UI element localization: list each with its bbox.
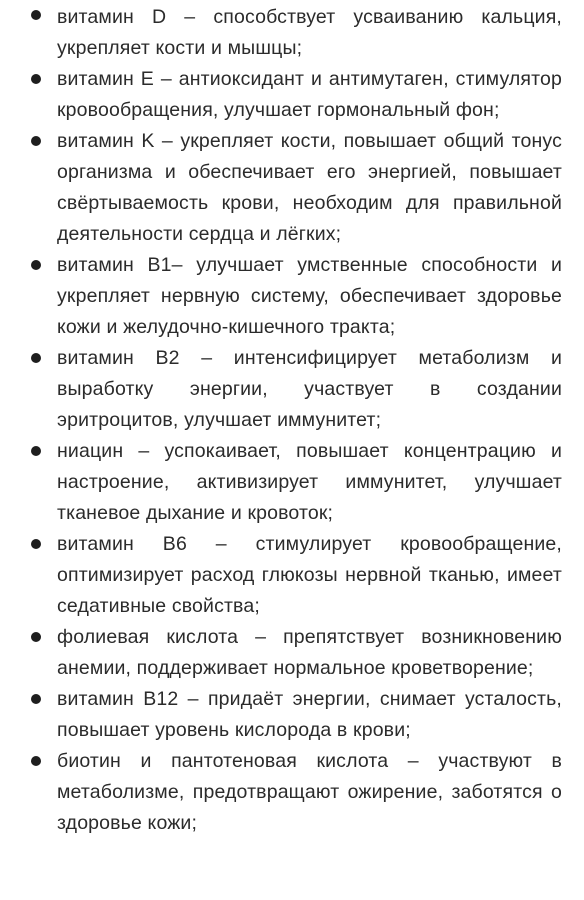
list-item-biotin xyxy=(0,746,584,839)
list-item-text: витамин B6 – стимулирует кровообращение, оптимизирует расход глюкозы нервной тканью, имеет седативные свойства; xyxy=(57,533,562,617)
list-item-text: витамин B12 – придаёт энергии, снимает усталость, повышает уровень кислорода в крови; xyxy=(57,688,562,741)
list-item-vitamin-k xyxy=(0,126,584,250)
list-item-niacin xyxy=(0,436,584,529)
list-item-text: ниацин – успокаивает, повышает концентрацию и настроение, активизирует иммунитет, улучшает тканевое дыхание и кровоток; xyxy=(57,440,562,524)
bullet-icon xyxy=(31,632,41,642)
list-item-vitamin-d xyxy=(0,0,584,64)
bullet-icon xyxy=(31,260,41,270)
bullet-icon xyxy=(31,756,41,766)
list-item-vitamin-b6 xyxy=(0,529,584,622)
list-item-vitamin-b1 xyxy=(0,250,584,343)
list-item-vitamin-b2 xyxy=(0,343,584,436)
list-item-text: витамин B2 – интенсифицирует метаболизм и выработку энергии, участвует в создании эритроцитов, улучшает иммунитет; xyxy=(57,347,562,431)
bullet-icon xyxy=(31,74,41,84)
bullet-icon xyxy=(31,136,41,146)
list-item-text: витамин E – антиоксидант и антимутаген, стимулятор кровообращения, улучшает гормональный фон; xyxy=(57,68,562,121)
bullet-icon xyxy=(31,10,41,20)
list-item-text: витамин K – укрепляет кости, повышает общий тонус организма и обеспечивает его энергией, повышает свёртываемость крови, необходим для правильной деятельности сердца и лёгких; xyxy=(57,130,562,245)
bullet-icon xyxy=(31,446,41,456)
bullet-icon xyxy=(31,694,41,704)
list-item-text: витамин D – способствует усваиванию кальция, укрепляет кости и мышцы; xyxy=(57,6,562,59)
bullet-icon xyxy=(31,353,41,363)
list-item-folic-acid xyxy=(0,622,584,684)
list-item-vitamin-e xyxy=(0,64,584,126)
list-item-text: биотин и пантотеновая кислота – участвуют в метаболизме, предотвращают ожирение, заботятся о здоровье кожи; xyxy=(57,750,562,834)
list-item-text: фолиевая кислота – препятствует возникновению анемии, поддерживает нормальное кроветворение; xyxy=(57,626,562,679)
list-item-text: витамин B1– улучшает умственные способности и укрепляет нервную систему, обеспечивает здоровье кожи и желудочно-кишечного тракта; xyxy=(57,254,562,338)
list-item-vitamin-b12 xyxy=(0,684,584,746)
bullet-icon xyxy=(31,539,41,549)
